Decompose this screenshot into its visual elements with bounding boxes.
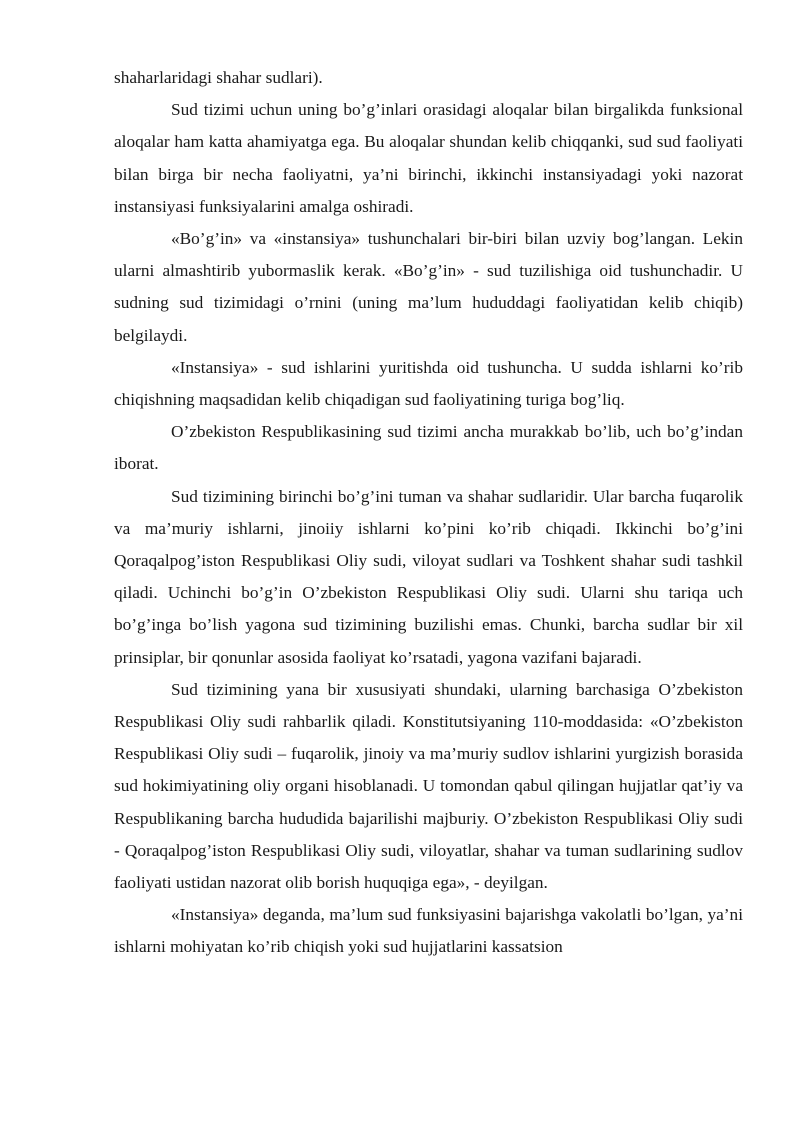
paragraph-links-detail: Sud tizimining birinchi bo’g’ini tuman va shahar sudlaridir. Ular barcha fuqarolik va ma’muriy ishlarni, jinoiiy ishlarni ko’pini ko’rib chiqadi. Ikkinchi bo’g’ini Qoraqalpog’iston Respublikasi Oliy sudi, viloyat sudlari va Toshkent shahar sudi tashkil qiladi. Uchinchi bo’g’in O’zbekiston Respublikasi Oliy sudi. Ularni shu tariqa uch bo’g’inga bo’lish yagona sud tizimining buzilishi emas. Chunki, barcha sudlar bir xil prinsiplar, bir qonunlar asosida faoliyat ko’rsatadi, yagona vazifani bajaradi. [114, 486, 743, 667]
paragraph-three-links: O’zbekiston Respublikasining sud tizimi ancha murakkab bo’lib, uch bo’g’indan iborat. [114, 422, 743, 474]
paragraph-supreme-court: Sud tizimining yana bir xususiyati shundaki, ularning barchasiga O’zbekiston Respublikasi Oliy sudi rahbarlik qiladi. Konstitutsiyaning 110-moddasida: «O’zbekiston Respublikasi Oliy sudi – fuqarolik, jinoiy va ma’muriy sudlov ishlarini yurgizish borasida sud hokimiyatining oliy organi hisoblanadi. U tomondan qabul qilingan hujjatlar qat’iy va Respublikaning barcha hududida bajarilishi majburiy. O’zbekiston Respublikasi Oliy sudi - Qoraqalpog’iston Respublikasi Oliy sudi, viloyatlar, shahar va tuman sudlarining sudlov faoliyati ustidan nazorat olib borish huquqiga ega», - deyilgan. [114, 679, 743, 893]
paragraph-functional-links: Sud tizimi uchun uning bo’g’inlari orasidagi aloqalar bilan birgalikda funksional aloqalar ham katta ahamiyatga ega. Bu aloqalar shundan kelib chiqqanki, sud sud faoliyati bilan birga bir necha faoliyatni, ya’ni birinchi, ikkinchi instansiyadagi yoki nazorat instansiyasi funksiyalarini amalga oshiradi. [114, 100, 743, 216]
paragraph-instance-definition: «Instansiya» - sud ishlarini yuritishda oid tushuncha. U sudda ishlarni ko’rib chiqishning maqsadidan kelib chiqadigan sud faoliyatining turiga bog’liq. [114, 357, 743, 410]
paragraph-link-vs-instance: «Bo’g’in» va «instansiya» tushunchalari bir-biri bilan uzviy bog’langan. Lekin ularni almashtirib yubormaslik kerak. «Bo’g’in» - sud tuzilishiga oid tushunchadir. U sudning sud tizimidagi o’rnini (uning ma’lum hududdagi faoliyatidan kelib chiqib) belgilaydi. [114, 229, 743, 345]
document-page [114, 62, 743, 964]
paragraph-continuation: shaharlaridagi shahar sudlari). [114, 68, 323, 87]
paragraph-instance-meaning: «Instansiya» deganda, ma’lum sud funksiyasini bajarishga vakolatli bo’lgan, ya’ni ishlarni mohiyatan ko’rib chiqish yoki sud hujjatlarini kassatsion [114, 905, 743, 957]
